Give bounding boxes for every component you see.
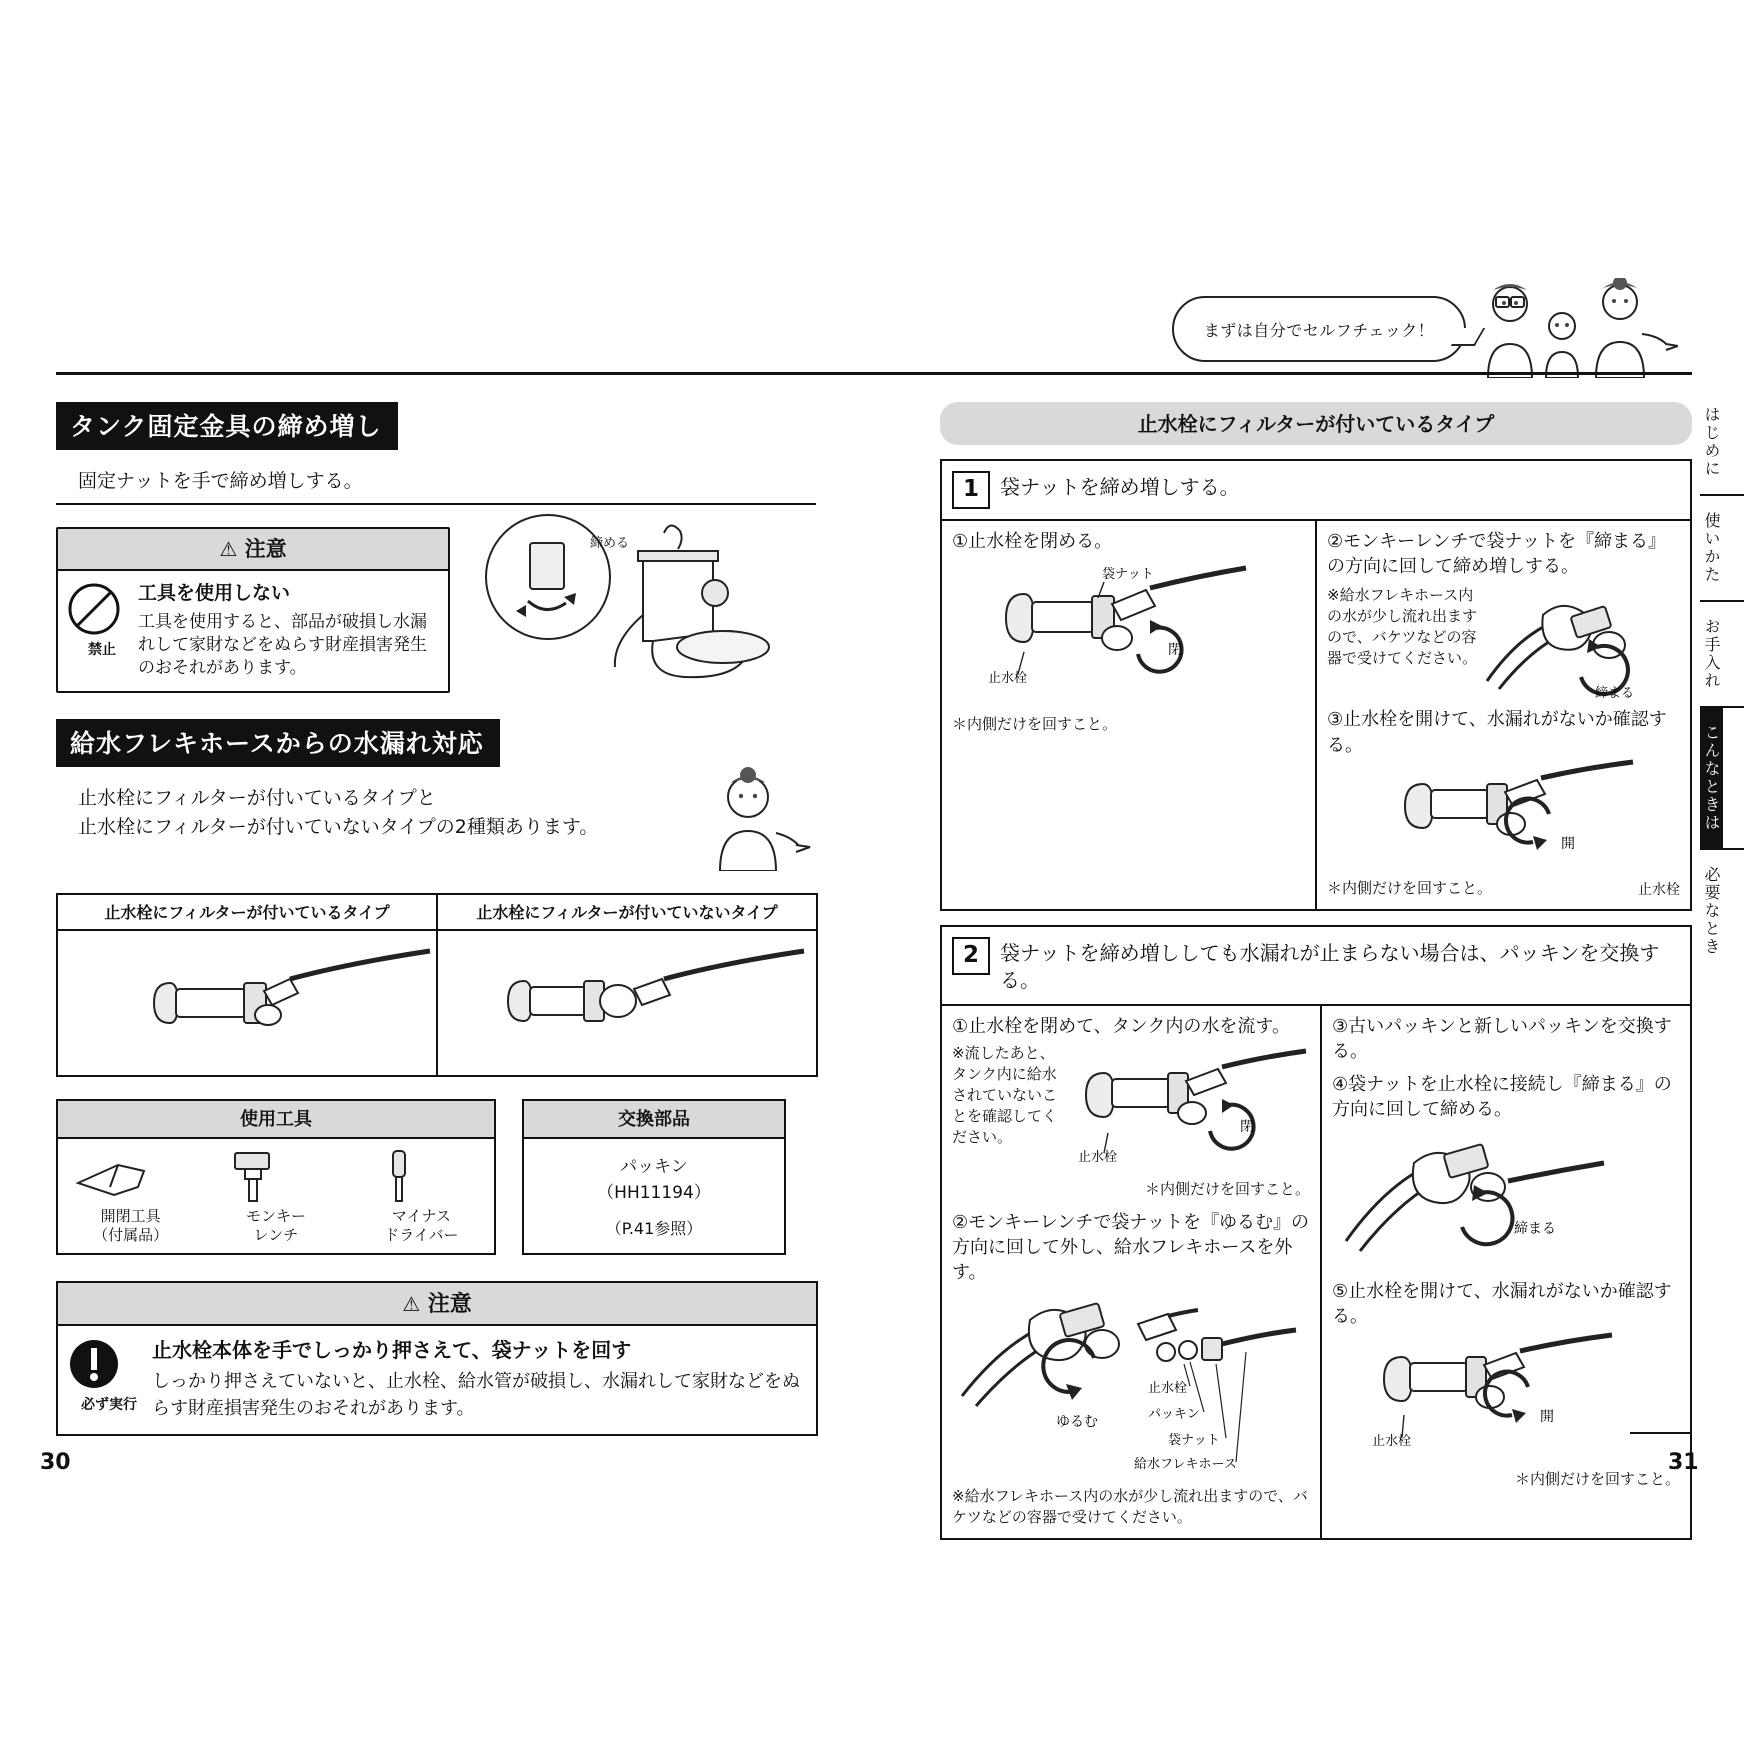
- section-title-tank-fixing: タンク固定金具の締め増し: [56, 402, 398, 450]
- caution-heading-text: 注意: [244, 537, 287, 561]
- svg-text:袋ナット: 袋ナット: [1102, 567, 1154, 583]
- step1-item3-valve-label: 止水栓: [1638, 881, 1680, 898]
- side-tab-hitsuyounatoki[interactable]: 必要なとき: [1702, 866, 1721, 956]
- prohibited-icon: [66, 581, 138, 679]
- side-tab-strip: [1700, 390, 1744, 972]
- parts-header: 交換部品: [524, 1101, 784, 1139]
- speech-bubble: [1172, 296, 1466, 362]
- caution2-heading: ⚠ 注意: [58, 1283, 816, 1326]
- step2-item1-note: ※流したあと、タンク内に給水されていないことを確認してください。: [952, 1043, 1058, 1146]
- type-col2-figure: [438, 931, 816, 1075]
- mandatory-icon: [66, 1336, 152, 1421]
- step2-item2-note: ※給水フレキホース内の水が少し流れ出ますので、バケツなどの容器で受けてください。: [952, 1486, 1308, 1526]
- footer-rule: [1630, 1432, 1692, 1434]
- tool-name-line2: （付属品）: [93, 1226, 169, 1245]
- caution2-bold: 止水栓本体を手でしっかり押さえて、袋ナットを回す: [152, 1338, 632, 1363]
- side-tab-konnatokiwa[interactable]: こんなときは: [1700, 708, 1723, 848]
- step-1-number: 1: [952, 471, 990, 509]
- step2-item5: ⑤止水栓を開けて、水漏れがないか確認する。: [1332, 1280, 1672, 1327]
- tools-and-parts: [56, 1099, 816, 1255]
- step1-fig1: [952, 558, 1305, 714]
- step-2: [940, 925, 1692, 1540]
- side-tab-tsukaikata[interactable]: 使いかた: [1702, 512, 1721, 584]
- type-col1-header: 止水栓にフィルターが付いているタイプ: [58, 895, 436, 931]
- svg-text:止水栓: 止水栓: [1148, 1380, 1188, 1396]
- svg-text:袋ナット: 袋ナット: [1168, 1432, 1220, 1448]
- section-title-hose-leak: 給水フレキホースからの水漏れ対応: [56, 719, 500, 767]
- svg-text:締める: 締める: [590, 536, 630, 551]
- step1-item2-note: ※給水フレキホース内の水が少し流れ出ますので、バケツなどの容器で受けてください。: [1327, 586, 1478, 668]
- step-1-title: 袋ナットを締め増しする。: [1000, 475, 1240, 499]
- step2-item2: ②モンキーレンチで袋ナットを『ゆるむ』の方向に回して外し、給水フレキホースを外す。: [952, 1211, 1309, 1284]
- type-col1-figure: [58, 931, 436, 1075]
- step1-item1-note: ＊内側だけを回すこと。: [952, 715, 1118, 734]
- section1-lead: 固定ナットを手で締め増しする。: [78, 470, 363, 492]
- right-band-title: 止水栓にフィルターが付いているタイプ: [940, 402, 1692, 445]
- tool-name-line1: マイナス: [391, 1207, 451, 1226]
- right-page: [940, 402, 1692, 1540]
- toilet-tank-illustration: [468, 505, 798, 680]
- family-illustration: [1470, 278, 1678, 378]
- step-2-title: 袋ナットを締め増ししても水漏れが止まらない場合は、パッキンを交換する。: [1000, 940, 1660, 992]
- page-number-right: 31: [1668, 1450, 1699, 1475]
- step2-fig4: [1332, 1123, 1680, 1279]
- step-2-col-right: [1320, 1006, 1690, 1538]
- tool-item: [349, 1139, 494, 1253]
- caution1-body: 工具を使用すると、部品が破損し水漏れして家財などをぬらす財産損害発生のおそれがあります。: [138, 611, 427, 678]
- step2-fig5: [1332, 1329, 1680, 1469]
- section2-lead-1: 止水栓にフィルターが付いているタイプと: [78, 787, 436, 810]
- step2-item1: ①止水栓を閉めて、タンク内の水を流す。: [952, 1015, 1290, 1037]
- mandatory-icon-label: 必ず実行: [81, 1397, 137, 1414]
- step1-item3-note: ＊内側だけを回すこと。: [1327, 878, 1493, 897]
- step2-item4: ④袋ナットを止水栓に接続し『締まる』の方向に回して締める。: [1332, 1074, 1672, 1121]
- caution-heading: ⚠ 注意: [58, 529, 448, 571]
- step2-item5-note: ＊内側だけを回すこと。: [1514, 1469, 1680, 1488]
- tool-name-line1: モンキー: [245, 1207, 306, 1226]
- step2-fig2: [952, 1286, 1310, 1486]
- step-2-number: 2: [952, 937, 990, 975]
- type-col2-header: 止水栓にフィルターが付いていないタイプ: [438, 895, 816, 931]
- svg-text:パッキン: パッキン: [1148, 1406, 1200, 1422]
- step-1-col-right: [1315, 521, 1690, 909]
- speech-bubble-text: まずは自分でセルフチェック！: [1203, 320, 1435, 340]
- step1-item2: ②モンキーレンチで袋ナットを『締まる』の方向に回して締め増しする。: [1327, 531, 1666, 578]
- step1-item3: ③止水栓を開けて、水漏れがないか確認する。: [1327, 709, 1667, 756]
- parts-box: [522, 1099, 786, 1255]
- tool-name-line2: レンチ: [253, 1226, 299, 1245]
- tool-item: [203, 1139, 348, 1253]
- left-page: [56, 402, 816, 1436]
- tools-header: 使用工具: [58, 1101, 494, 1139]
- step-1-col-left: [942, 521, 1315, 909]
- page-number-left: 30: [40, 1450, 71, 1475]
- side-tab-oteire[interactable]: お手入れ: [1702, 618, 1721, 690]
- tool-name-line2: ドライバー: [384, 1226, 459, 1245]
- svg-text:開: 開: [1561, 835, 1575, 852]
- section2-lead-2: 止水栓にフィルターが付いていないタイプの2種類あります。: [78, 816, 599, 839]
- tool-name-line1: 開閉工具: [100, 1207, 161, 1226]
- step1-item1: ①止水栓を閉める。: [952, 531, 1113, 552]
- tools-box: [56, 1099, 496, 1255]
- caution-box-no-tools: [56, 527, 450, 693]
- step2-fig1: [1060, 1043, 1310, 1179]
- prohibited-icon-label: 禁止: [88, 642, 116, 658]
- part-code: （HH11194）: [597, 1182, 711, 1203]
- svg-text:止水栓: 止水栓: [1372, 1433, 1412, 1449]
- type-comparison-table: [56, 893, 818, 1077]
- svg-text:止水栓: 止水栓: [988, 671, 1028, 687]
- step2-item3: ③古いパッキンと新しいパッキンを交換する。: [1332, 1015, 1672, 1062]
- svg-text:締まる: 締まる: [1514, 1220, 1556, 1237]
- caution2-body: しっかり押さえていないと、止水栓、給水管が破損し、水漏れして家財などをぬらす財産損害発生のおそれがあります。: [152, 1371, 800, 1419]
- part-name: パッキン: [620, 1157, 688, 1178]
- step1-fig3: [1327, 758, 1680, 878]
- svg-text:給水フレキホース: 給水フレキホース: [1134, 1456, 1237, 1472]
- header-rule: [56, 372, 1692, 375]
- part-reference: （P.41参照）: [605, 1219, 703, 1239]
- step1-fig2: [1477, 585, 1665, 705]
- type-column-with-filter: [58, 895, 436, 1075]
- woman-illustration: [688, 767, 816, 871]
- svg-text:閉: 閉: [1168, 642, 1182, 659]
- svg-text:ゆるむ: ゆるむ: [1056, 1413, 1098, 1430]
- tool-item: [58, 1139, 203, 1253]
- svg-text:閉: 閉: [1240, 1118, 1254, 1135]
- caution2-heading-text: 注意: [427, 1292, 472, 1318]
- svg-text:締まる: 締まる: [1595, 686, 1635, 702]
- step-1: [940, 459, 1692, 911]
- caution-box-hold-valve: [56, 1281, 818, 1435]
- type-column-without-filter: [436, 895, 816, 1075]
- svg-text:開: 開: [1540, 1408, 1554, 1425]
- step-2-col-left: [942, 1006, 1320, 1538]
- svg-text:止水栓: 止水栓: [1078, 1149, 1118, 1165]
- side-tab-hajimeni[interactable]: はじめに: [1702, 406, 1721, 478]
- caution1-bold: 工具を使用しない: [138, 582, 291, 604]
- step2-item1-note2: ＊内側だけを回すこと。: [1144, 1179, 1310, 1198]
